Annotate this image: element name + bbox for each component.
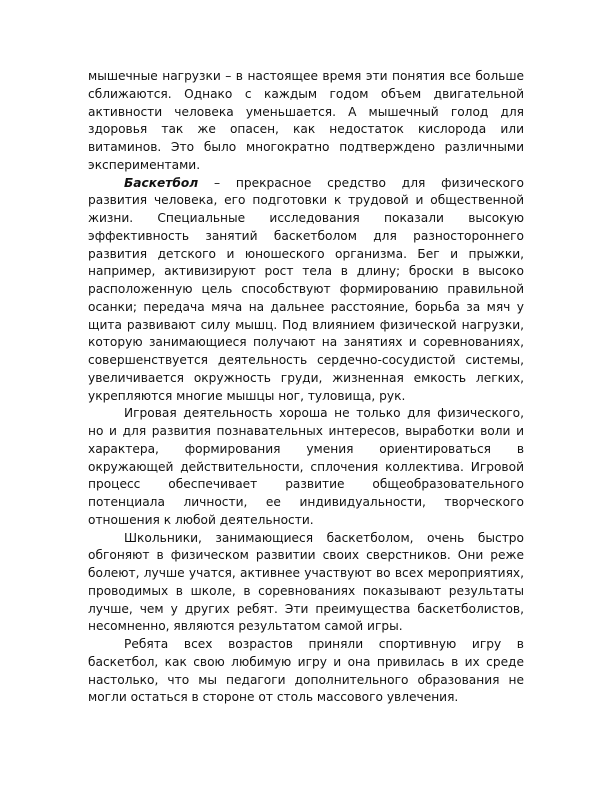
paragraph-kids-all-ages: Ребята всех возрастов приняли спортивную игру в баскетбол, как свою любимую игру и она привилась в их среде настолько, что мы педагоги дополнительного образования не могли остаться в стороне от столь массового увлечения.	[88, 637, 524, 705]
body-text	[88, 68, 524, 707]
paragraph-basketball	[88, 175, 524, 406]
paragraph-game-activity: Игровая деятельность хороша не только для физического, но и для развития познавательных интересов, выработки воли и характера, формирования умения ориентироваться в окружающей действительности, сплочения коллектива. Игровой процесс обеспечивает развитие общеобразовательного потенциала личности, ее индивидуальности, творческого отношения к любой деятельности.	[88, 406, 524, 527]
term-basketball: Баскетбол	[124, 175, 199, 190]
paragraph-basketball-text: – прекрасное средство для физического развития человека, его подготовки к трудовой и общественной жизни. Специальные исследования показали высокую эффективность занятий баскетболом для разностороннего развития детского и юношеского организма. Бег и прыжки, например, активизируют рост тела в длину; броски в высоко расположенную цель способствуют формированию правильной осанки; передача мяча на дальнее расстояние, борьба за мяч у щита развивают силу мышц. Под влиянием физической нагрузки, которую занимающиеся получают на занятиях и соревнованиях, совершенствуется деятельность сердечно-сосудистой системы, увеличивается окружность груди, жизненная емкость легких, укрепляются многие мышцы ног, туловища, рук.	[88, 175, 524, 403]
paragraph-muscle-load: мышечные нагрузки – в настоящее время эти понятия все больше сближаются. Однако с каждым годом объем двигательной активности человека уменьшается. А мышечный голод для здоровья так же опасен, как недостаток кислорода или витаминов. Это было многократно подтверждено различными экспериментами.	[88, 69, 524, 172]
paragraph-schoolchildren: Школьники, занимающиеся баскетболом, очень быстро обгоняют в физическом развитии своих сверстников. Они реже болеют, лучше учатся, активнее участвуют во всех мероприятиях, проводимых в школе, в соревнованиях показывают результаты лучше, чем у других ребят. Эти преимущества баскетболистов, несомненно, являются результатом самой игры.	[88, 530, 524, 634]
